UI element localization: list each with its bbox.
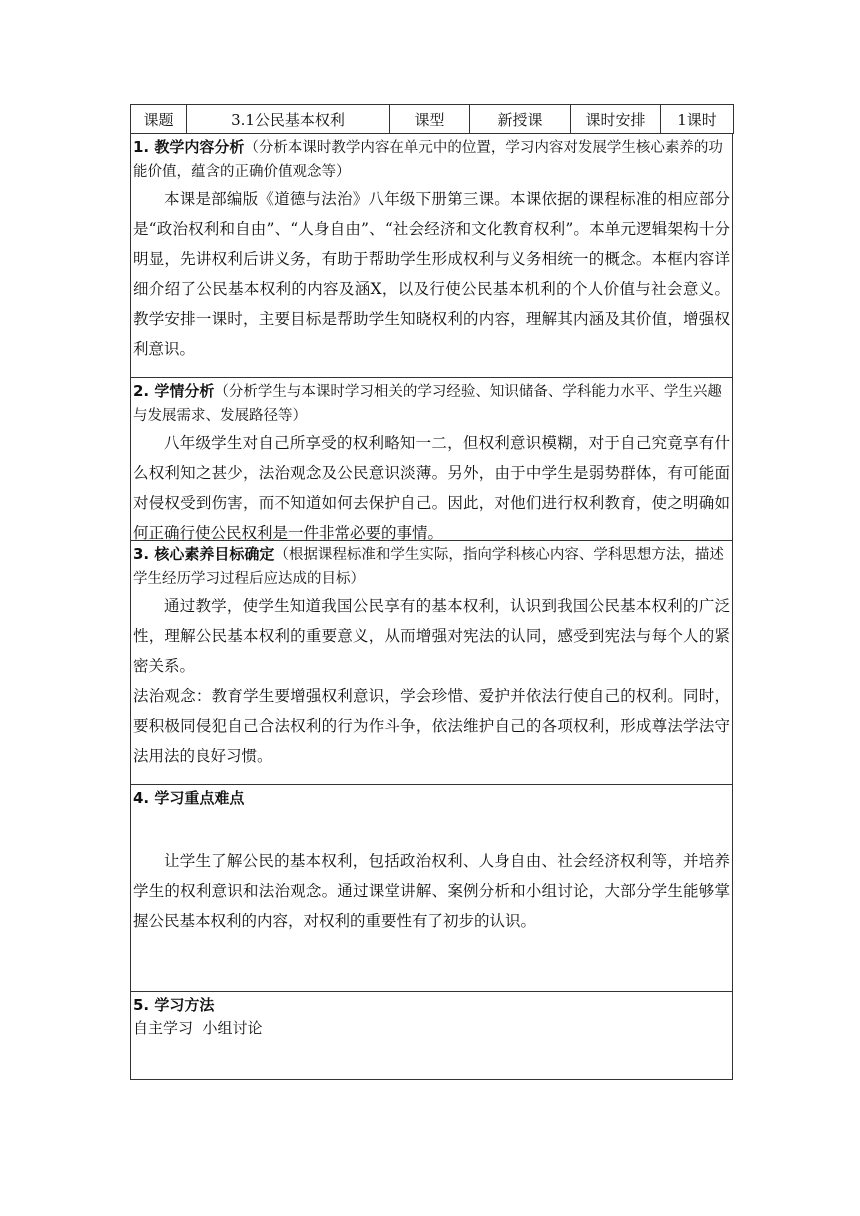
section-description: （分析学生与本课时学习相关的学习经验、知识储备、学科能力水平、学生兴趣与发展需求、发展路径等） — [133, 384, 722, 424]
section-methods — [130, 992, 733, 1080]
section-title: 5. 学习方法 — [133, 996, 215, 1014]
section-body: 让学生了解公民的基本权利，包括政治权利、人身自由、社会经济权利等，并培养学生的权利意识和法治观念。通过课堂讲解、案例分析和小组讨论，大部分学生能够掌握公民基本权利的内容，对权利的重要性有了初步的认识。 — [133, 852, 730, 930]
section-key-points — [130, 785, 733, 992]
section-title: 1. 教学内容分析 — [133, 138, 245, 156]
section-heading — [133, 787, 730, 810]
hours-label: 课时安排 — [571, 105, 661, 134]
section-title: 3. 核心素养目标确定 — [133, 545, 275, 563]
type-value: 新授课 — [470, 105, 571, 134]
section-heading — [133, 543, 730, 591]
topic-label: 课题 — [131, 105, 187, 134]
section-body: 本课是部编版《道德与法治》八年级下册第三课。本课依据的课程标准的相应部分是“政治权利和自由”、“人身自由”、“社会经济和文化教育权利”。本单元逻辑架构十分明显，先讲权利后讲义务，有助于帮助学生形成权利与义务相统一的概念。本框内容详细介绍了公民基本权利的内容及涵X，以及行使公民基本机利的个人价值与社会意义。教学安排一课时，主要目标是帮助学生知晓权利的内容，理解其内涵及其价值，增强权利意识。 — [133, 190, 730, 358]
section-title: 2. 学情分析 — [133, 382, 215, 400]
section-description: （分析本课时教学内容在单元中的位置，学习内容对发展学生核心素养的功能价值，蕴含的正确价值观念等） — [133, 140, 723, 180]
section-core-goals — [130, 541, 733, 785]
type-label: 课型 — [390, 105, 470, 134]
section-body: 八年级学生对自己所享受的权利略知一二，但权利意识模糊，对于自己究竟享有什么权利知之甚少，法治观念及公民意识淡薄。另外，由于中学生是弱势群体，有可能面对侵权受到伤害，而不知道如何去保护自己。因此，对他们进行权利教育，使之明确如何正确行使公民权利是一件非常必要的事情。 — [133, 434, 730, 542]
section-title: 4. 学习重点难点 — [133, 789, 245, 807]
hours-value: 1课时 — [661, 105, 734, 134]
section-body: 通过教学，使学生知道我国公民享有的基本权利，认识到我国公民基本权利的广泛性，理解公民基本权利的重要意义，从而增强对宪法的认同，感受到宪法与每个人的紧密关系。 — [133, 597, 730, 675]
section-heading — [133, 994, 730, 1017]
section-content-analysis — [130, 134, 733, 378]
section-student-analysis — [130, 378, 733, 541]
section-description: （根据课程标准和学生实际，指向学科核心内容、学科思想方法，描述学生经历学习过程后应达成的目标） — [133, 547, 724, 587]
header-row — [131, 105, 734, 134]
section-heading — [133, 380, 730, 428]
section-body: 自主学习 小组讨论 — [133, 1019, 263, 1037]
topic-value: 3.1公民基本权利 — [187, 105, 390, 134]
lesson-plan-document — [130, 104, 733, 1080]
section-body-rule-of-law: 法治观念：教育学生要增强权利意识，学会珍惜、爱护并依法行使自己的权利。同时，要积极同侵犯自己合法权利的行为作斗争，依法维护自己的各项权利，形成尊法学法守法用法的良好习惯。 — [133, 687, 730, 765]
header-table — [130, 104, 734, 134]
section-heading — [133, 136, 730, 184]
